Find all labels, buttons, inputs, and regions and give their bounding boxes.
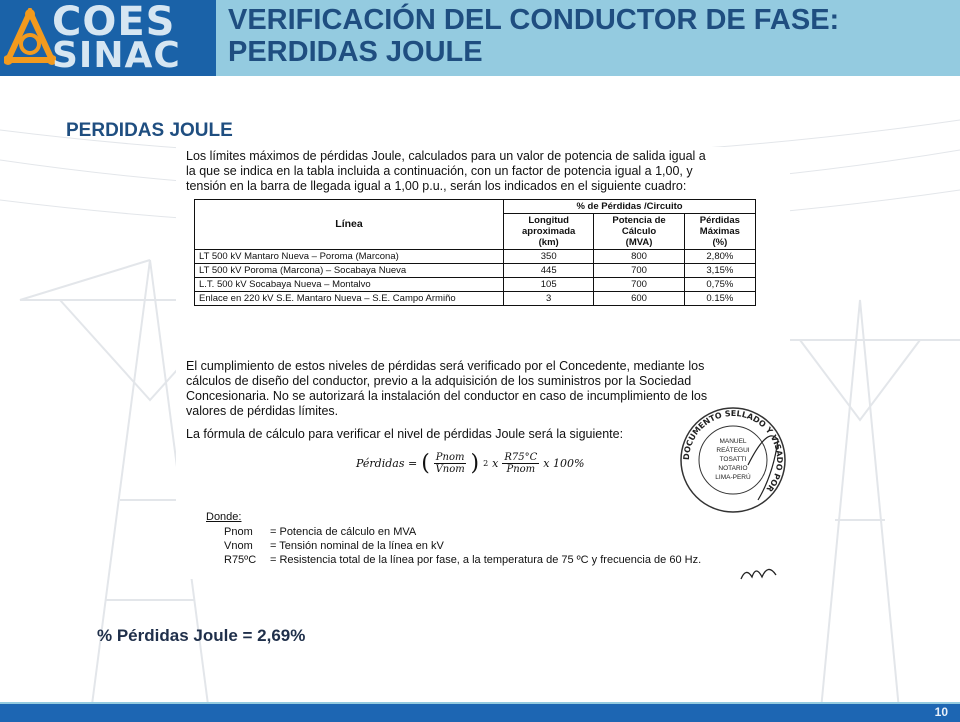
header-bar [0, 0, 960, 76]
logo-text-sinac: SINAC [52, 35, 181, 76]
svg-text:REÁTEGUI: REÁTEGUI [716, 447, 750, 454]
footer-bar [0, 702, 960, 722]
coes-sinac-logo [0, 0, 216, 76]
table-row: L.T. 500 kV Socabaya Nueva – Montalvo 105 700 0,75% [195, 278, 756, 292]
formula-r-over-p: $\frac{R75^\circ C}{\text{Pnom}}$ [504, 452, 538, 475]
result-text: % Pérdidas Joule = 2,69% [97, 626, 306, 645]
svg-text:NOTARIO: NOTARIO [718, 465, 748, 472]
definition-row: Pnom = Potencia de cálculo en MVA [224, 526, 417, 538]
para2-line-3: Concesionaria. No se autorizará la instalación del conductor en caso de incumplimiento de los [186, 389, 708, 403]
scanned-document [176, 147, 790, 579]
formula-tail: x 100% [543, 457, 585, 470]
definition-row: R75ºC = Resistencia total de la línea por fase, a la temperatura de 75 ºC y frecuencia de 60 Hz. [224, 554, 702, 566]
page-number: 10 [934, 705, 948, 719]
section-heading: PERDIDAS JOULE [66, 120, 233, 141]
para2-line-2: cálculos de diseño del conductor, previo a la adquisición de los suministros por la Sociedad [186, 374, 692, 388]
losses-formula: Pérdidas = ( $\frac{\text{Pnom}}{\text{Vnom}}$ ) 2 x $\frac{R75^\circ C}{\text{Pnom}}$ x 100% [356, 451, 585, 476]
definition-row: Vnom = Tensión nominal de la línea en kV [224, 540, 444, 552]
formula-p-over-v: $\frac{\text{Pnom}}{\text{Vnom}}$ [435, 452, 465, 475]
notary-stamp [678, 405, 788, 515]
formula-lhs: Pérdidas = [356, 457, 418, 470]
table-row: Enlace en 220 kV S.E. Mantaro Nueva – S.E. Campo Armiño 3 600 0.15% [195, 292, 756, 306]
col-header-potencia: Potencia de Cálculo (MVA) [594, 214, 684, 250]
page-title-line2: PERDIDAS JOULE [228, 36, 483, 68]
page-title [228, 4, 948, 68]
svg-text:MANUEL: MANUEL [719, 438, 747, 445]
table-row: LT 500 kV Poroma (Marcona) – Socabaya Nueva 445 700 3,15% [195, 264, 756, 278]
svg-text:DOCUMENTO SELLADO Y VISADO POR: DOCUMENTO SELLADO Y VISADO POR [681, 408, 785, 494]
col-header-longitud: Longitud aproximada (km) [504, 214, 594, 250]
page-title-line1: VERIFICACIÓN DEL CONDUCTOR DE FASE: [228, 4, 840, 36]
intro-line-3: tensión en la barra de llegada igual a 1,00 p.u., serán los indicados en el siguiente cuadro: [186, 179, 687, 193]
table-row: LT 500 kV Mantaro Nueva – Poroma (Marcona) 350 800 2,80% [195, 250, 756, 264]
logo-text-coes: COES [52, 0, 176, 45]
para2-line-4: valores de pérdidas límites. [186, 404, 339, 418]
losses-table [194, 199, 756, 306]
svg-text:TOSATTI: TOSATTI [719, 456, 747, 463]
col-group-header: % de Pérdidas /Circuito [504, 200, 756, 214]
intro-line-1: Los límites máximos de pérdidas Joule, calculados para un valor de potencia de salida igual a [186, 149, 706, 163]
svg-text:LIMA-PERÚ: LIMA-PERÚ [715, 474, 751, 481]
logo-triangle-icon [4, 8, 56, 68]
donde-label: Donde: [206, 511, 242, 523]
definitions-list [224, 525, 701, 567]
col-header-perdidas: Pérdidas Máximas (%) [684, 214, 755, 250]
para2-line-1: El cumplimiento de estos niveles de pérdidas será verificado por el Concedente, mediante los [186, 359, 705, 373]
para3-line: La fórmula de cálculo para verificar el nivel de pérdidas Joule será la siguiente: [186, 427, 624, 441]
intro-line-2: la que se indica en la tabla incluida a continuación, con un factor de potencia igual a 1,00, y [186, 164, 693, 178]
signature-scribble [736, 557, 796, 587]
col-header-linea: Línea [195, 200, 504, 250]
